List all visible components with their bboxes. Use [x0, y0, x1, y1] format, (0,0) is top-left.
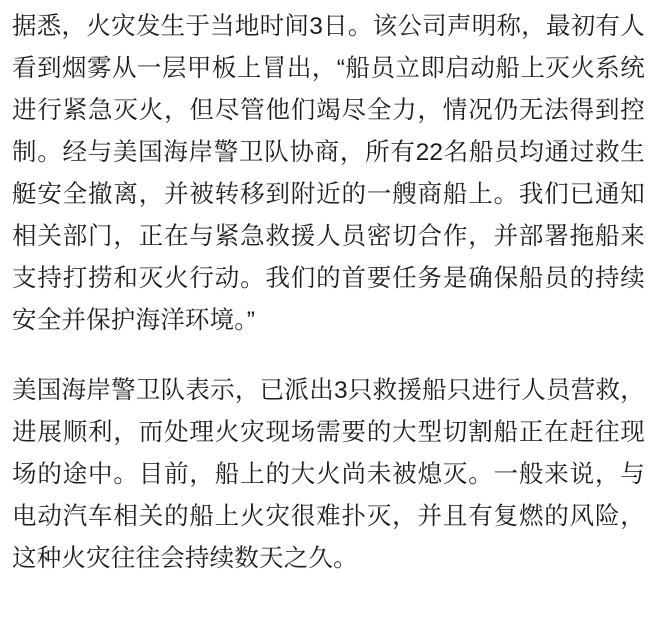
article-paragraph-1: 据悉，火灾发生于当地时间3日。该公司声明称，最初有人看到烟雾从一层甲板上冒出，“船员立即启动船上灭火系统进行紧急灭火，但尽管他们竭尽全力，情况仍无法得到控制。经与美国海岸警卫队协商，所有22名船员均通过救生艇安全撤离，并被转移到附近的一艘商船上。我们已通知相关部门，正在与紧急救援人员密切合作，并部署拖船来支持打捞和灭火行动。我们的首要任务是确保船员的持续安全并保护海洋环境。” — [12, 13, 645, 334]
article-paragraph-2: 美国海岸警卫队表示，已派出3只救援船只进行人员营救，进展顺利，而处理火灾现场需要的大型切割船正在赶往现场的途中。目前，船上的大火尚未被熄灭。一般来说，与电动汽车相关的船上火灾很难扑灭，并且有复燃的风险，这种火灾往往会持续数天之久。 — [12, 377, 645, 572]
